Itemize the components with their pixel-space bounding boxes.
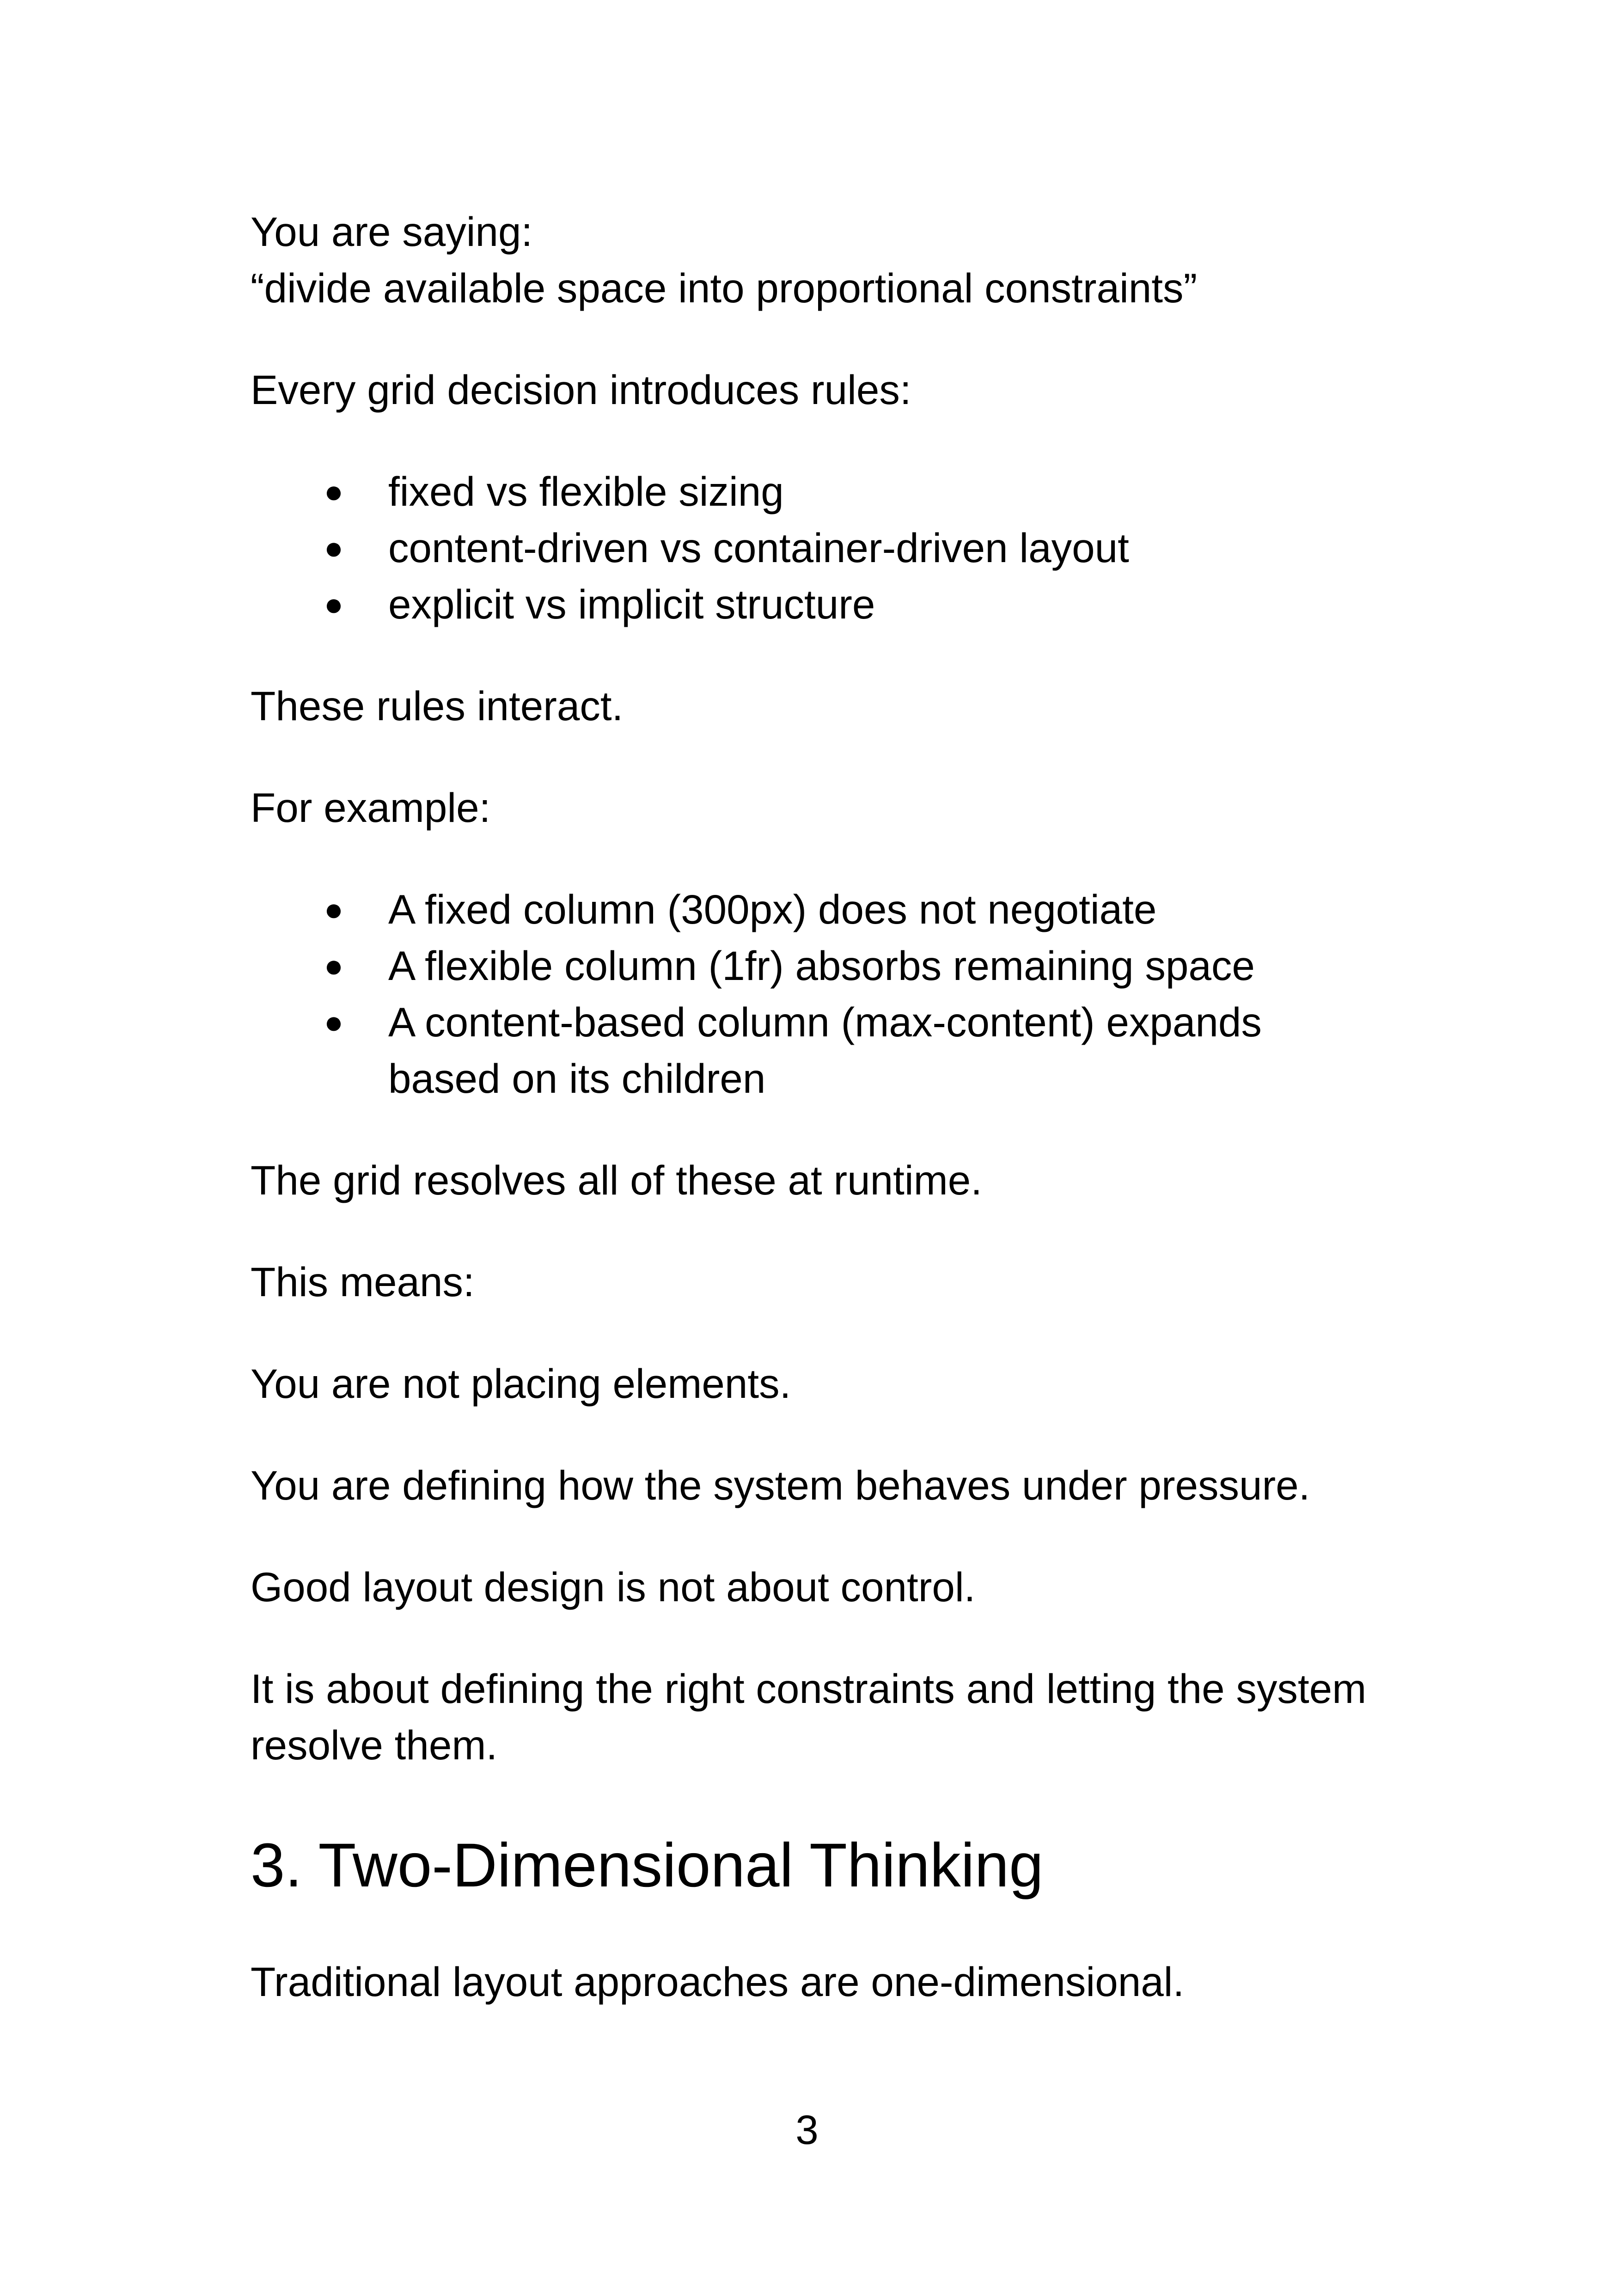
means-text: This means: [251, 1259, 475, 1305]
bullet-icon: ● [324, 530, 344, 566]
rules-intro-text: Every grid decision introduces rules: [251, 367, 911, 413]
bullet-icon: ● [324, 1004, 344, 1040]
defining-paragraph [251, 1457, 1415, 1513]
constraints-paragraph [251, 1660, 1415, 1773]
bullet-icon: ● [324, 473, 344, 509]
list-item [251, 994, 1336, 1107]
list-item [251, 881, 1415, 937]
list-item-text: A flexible column (1fr) absorbs remaining space [388, 943, 1255, 989]
rules-interact-text: These rules interact. [251, 683, 624, 729]
runtime-paragraph [251, 1152, 1415, 1208]
rules-interact-paragraph [251, 678, 1415, 734]
good-layout-text: Good layout design is not about control. [251, 1564, 976, 1610]
list-item [251, 520, 1415, 576]
list-item-text: explicit vs implicit structure [388, 581, 875, 627]
page-content [251, 203, 1415, 2010]
rules-intro-paragraph [251, 361, 1415, 418]
bullet-icon: ● [324, 948, 344, 984]
list-item-text: A fixed column (300px) does not negotiate [388, 886, 1157, 932]
list-item [251, 937, 1415, 994]
bullet-icon: ● [324, 891, 344, 927]
means-paragraph [251, 1254, 1415, 1310]
traditional-text: Traditional layout approaches are one-dimensional. [251, 1959, 1185, 2005]
intro-line-2: “divide available space into proportional constraints” [251, 265, 1198, 311]
example-intro-text: For example: [251, 784, 491, 831]
intro-line-1: You are saying: [251, 208, 533, 255]
defining-text: You are defining how the system behaves under pressure. [251, 1462, 1310, 1508]
traditional-paragraph [251, 1953, 1415, 2010]
section-heading: 3. Two-Dimensional Thinking [251, 1831, 1044, 1900]
list-item-text: content-driven vs container-driven layout [388, 525, 1129, 571]
good-layout-paragraph [251, 1559, 1415, 1615]
examples-list [251, 881, 1415, 1107]
list-item [251, 576, 1415, 632]
list-item-text: fixed vs flexible sizing [388, 468, 784, 514]
list-item-text: A content-based column (max-content) expands based on its children [388, 999, 1262, 1102]
runtime-text: The grid resolves all of these at runtime. [251, 1157, 982, 1203]
not-placing-paragraph [251, 1355, 1415, 1412]
intro-paragraph [251, 203, 1415, 316]
rules-list [251, 463, 1415, 632]
not-placing-text: You are not placing elements. [251, 1360, 791, 1407]
constraints-text: It is about defining the right constraints and letting the system resolve them. [251, 1665, 1367, 1768]
example-intro-paragraph [251, 779, 1415, 836]
bullet-icon: ● [324, 586, 344, 622]
page-number: 3 [795, 2106, 819, 2153]
list-item [251, 463, 1415, 520]
